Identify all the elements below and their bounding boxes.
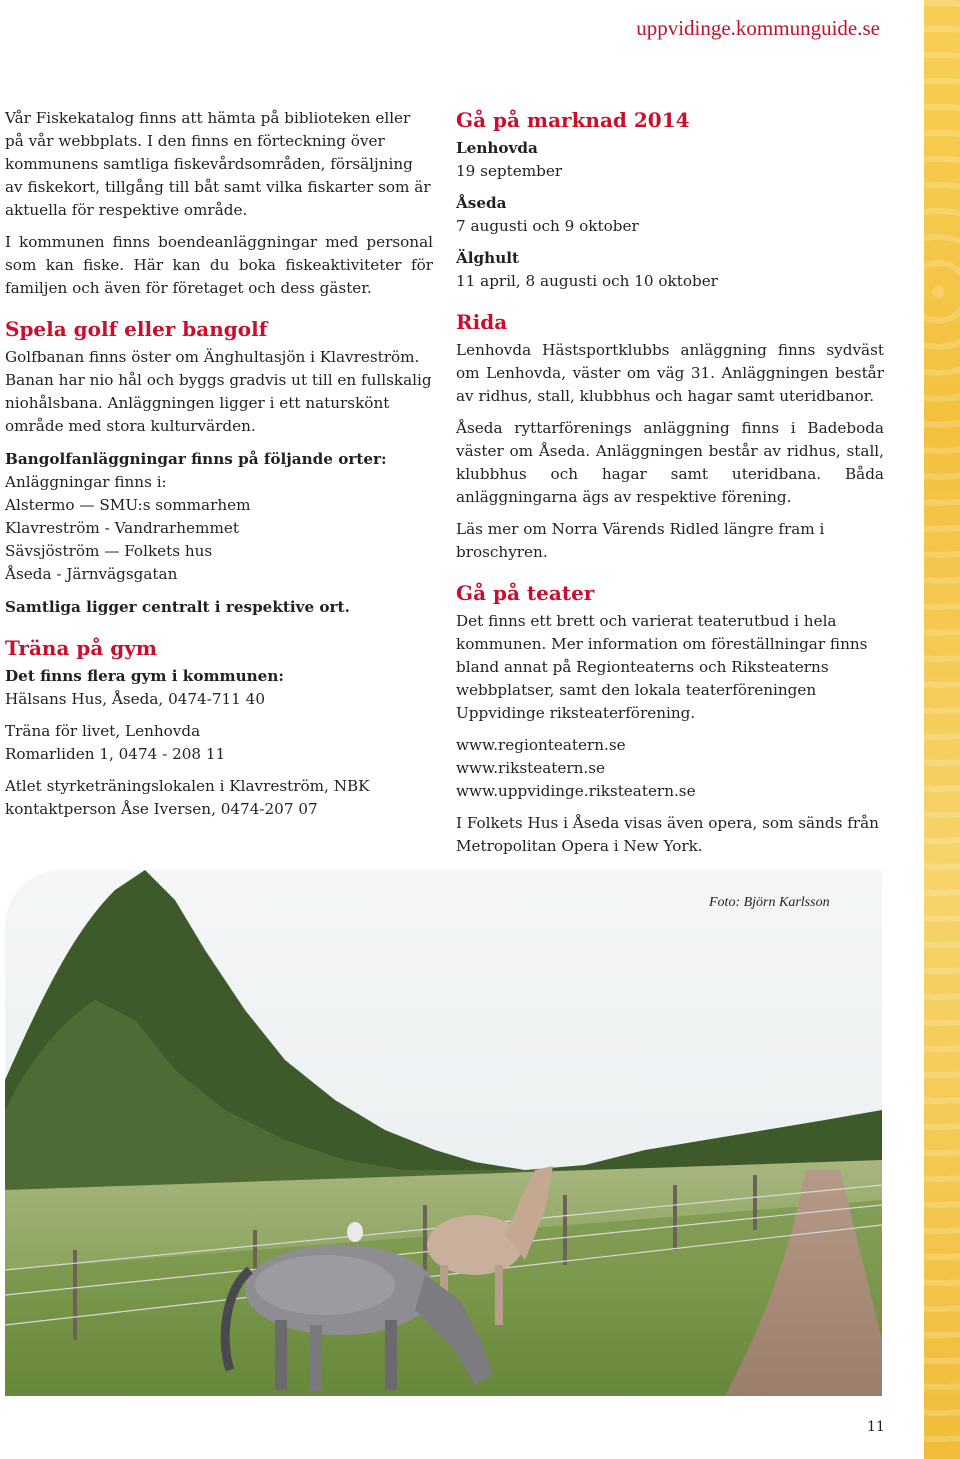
market-dates: 19 september [456, 162, 563, 180]
market-place: Lenhovda [456, 139, 538, 157]
horses-photo [5, 870, 882, 1396]
theatre-link[interactable]: www.uppvidinge.riksteatern.se [456, 782, 696, 800]
riding-paragraph: Åseda ryttarförenings anläggning finns i Badeboda väster om Åseda. Anläggningen består av ridhus, stall, klubbhus och hagar samt uteridbana. Båda anläggningarna ägs av respektive förening. [456, 419, 884, 506]
right-column [456, 107, 884, 867]
theatre-heading: Gå på teater [456, 581, 595, 605]
minigolf-line: Sävsjöström — Folkets hus [5, 542, 213, 560]
gym-entry: Atlet styrketräningslokalen i Klavreström, NBK [5, 777, 370, 795]
riding-paragraph: Lenhovda Hästsportklubbs anläggning finns sydväst om Lenhovda, väster om väg 31. Anläggningen består av ridhus, stall, klubbhus och hagar samt uteridbanor. [456, 341, 884, 405]
fishing-catalog-paragraph: Vår Fiskekatalog finns att hämta på biblioteken eller på vår webbplats. I den finns en förteckning över kommunens samtliga fiskevårdsområden, försäljning av fiskekort, tillgång till båt samt vilka fiskarter som är aktuella för respektive område. [5, 109, 431, 219]
theatre-link[interactable]: www.regionteatern.se [456, 736, 626, 754]
minigolf-heading: Bangolfanläggningar finns på följande orter: [5, 450, 387, 468]
left-column [5, 107, 433, 821]
site-url: uppvidinge.kommunguide.se [636, 16, 880, 40]
minigolf-line: Åseda - Järnvägsgatan [5, 565, 178, 583]
market-heading: Gå på marknad 2014 [456, 108, 690, 132]
market-dates: 7 augusti och 9 oktober [456, 217, 639, 235]
market-place: Älghult [456, 249, 520, 267]
minigolf-note: Samtliga ligger centralt i respektive ort. [5, 598, 350, 616]
gym-heading: Träna på gym [5, 636, 158, 660]
fishing-lodging-paragraph: I kommunen finns boendeanläggningar med personal som kan fiske. Här kan du boka fiskeaktiviteter för familjen och även för företaget och dess gäster. [5, 233, 433, 297]
riding-note: Läs mer om Norra Värends Ridled längre fram i broschyren. [456, 520, 825, 561]
page-number: 11 [867, 1419, 885, 1435]
decorative-side-stripe [924, 0, 960, 1459]
gym-entry: Träna för livet, Lenhovda [5, 722, 201, 740]
riding-heading: Rida [456, 310, 508, 334]
golf-heading: Spela golf eller bangolf [5, 317, 268, 341]
gym-entry: kontaktperson Åse Iversen, 0474-207 07 [5, 800, 318, 818]
minigolf-line: Alstermo — SMU:s sommarhem [5, 496, 251, 514]
market-dates: 11 april, 8 augusti och 10 oktober [456, 272, 718, 290]
photo-credit: Foto: Björn Karlsson [709, 895, 830, 910]
theatre-link[interactable]: www.riksteatern.se [456, 759, 606, 777]
gym-entry: Romarliden 1, 0474 - 208 11 [5, 745, 226, 763]
opera-paragraph: I Folkets Hus i Åseda visas även opera, som sänds från Metropolitan Opera i New York. [456, 814, 879, 855]
gym-subheading: Det finns flera gym i kommunen: [5, 667, 284, 685]
golf-paragraph: Golfbanan finns öster om Änghultasjön i Klavreström. Banan har nio hål och byggs gradvis ut till en fullskalig niohålsbana. Anläggningen ligger i ett naturskönt område med stora kulturvärden. [5, 348, 432, 435]
market-place: Åseda [456, 194, 507, 212]
minigolf-line: Klavreström - Vandrarhemmet [5, 519, 239, 537]
theatre-paragraph: Det finns ett brett och varierat teaterutbud i hela kommunen. Mer information om föreställningar finns bland annat på Regionteaterns och Riksteaterns webbplatser, samt den lokala teaterföreningen Uppvidinge riksteaterförening. [456, 612, 868, 722]
gym-entry: Hälsans Hus, Åseda, 0474-711 40 [5, 690, 265, 708]
minigolf-line: Anläggningar finns i: [5, 473, 167, 491]
